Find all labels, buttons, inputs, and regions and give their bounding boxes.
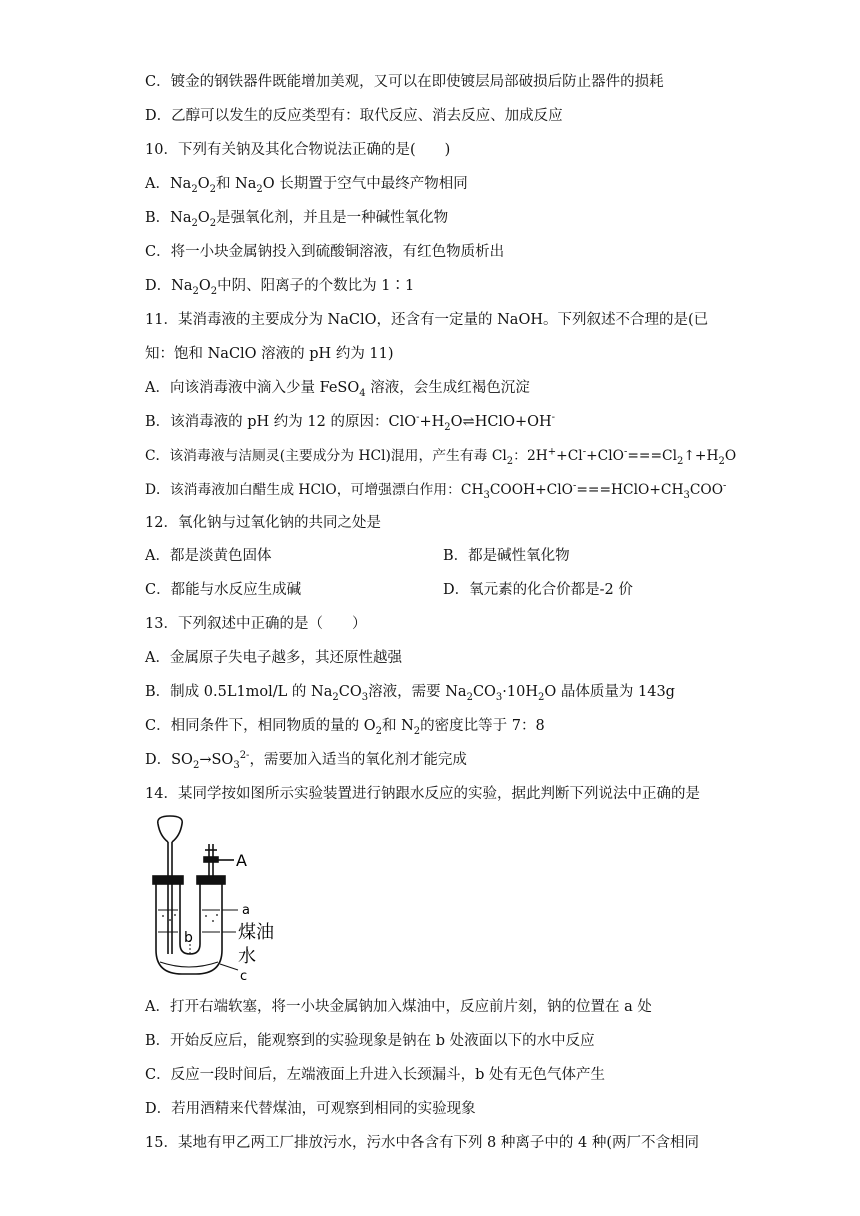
q11-option-a: A．向该消毒液中滴入少量 FeSO$_4$ 溶液，会生成红褐色沉淀: [145, 380, 530, 399]
q14-option-d: D．若用酒精来代替煤油，可观察到相同的实验现象: [145, 1101, 476, 1117]
q12-stem: 12．氧化钠与过氧化钠的共同之处是: [145, 515, 381, 531]
label-water: 水: [238, 946, 256, 967]
q11-stem-line1: 11．某消毒液的主要成分为 NaClO，还含有一定量的 NaOH。下列叙述不合理的是(已: [145, 312, 709, 328]
label-kerosene: 煤油: [238, 922, 274, 943]
u-tube-outer: [156, 884, 222, 974]
q12-option-d: D．氧元素的化合价都是-2 价: [443, 582, 633, 598]
q13-option-a: A．金属原子失电子越多，其还原性越强: [145, 650, 402, 666]
q11-option-c: C．该消毒液与洁厕灵(主要成分为 HCl)混用，产生有毒 $Cl_2$：$2H^++Cl^-+ClO^-===Cl_2↑+H_2O$: [145, 446, 737, 467]
label-A: A: [236, 851, 247, 870]
q11-option-d: D．该消毒液加白醋生成 HClO，可增强漂白作用：$CH_3COOH+ClO^-===HClO+CH_3COO^-$: [145, 480, 727, 501]
q13-option-c: C．相同条件下，相同物质的量的 $O_2$和 $N_2$的密度比等于 7：8: [145, 718, 545, 737]
q15-stem: 15．某地有甲乙两工厂排放污水，污水中各含有下列 8 种离子中的 4 种(两厂不含相同: [145, 1135, 699, 1151]
q14-option-a: A．打开右端软塞，将一小块金属钠加入煤油中，反应前片刻，钠的位置在 a 处: [145, 999, 652, 1015]
q13-stem: 13．下列叙述中正确的是（ ）: [145, 616, 367, 632]
u-tube-apparatus-figure: [150, 814, 290, 982]
q11-stem-line2: 知：饱和 NaClO 溶液的 pH 约为 11): [145, 346, 394, 362]
q10-stem: 10．下列有关钠及其化合物说法正确的是( ): [145, 142, 451, 158]
q12-option-c: C．都能与水反应生成碱: [145, 582, 302, 598]
label-b: b: [184, 930, 193, 946]
funnel-bowl: [158, 816, 183, 842]
q13-option-b: B．制成 0.5L1mol/L 的 $Na_2CO_3$溶液，需要 $Na_2CO_3\cdot 10H_2O$ 晶体质量为 143g: [145, 684, 675, 703]
q10-option-c: C．将一小块金属钠投入到硫酸铜溶液，有红色物质析出: [145, 244, 505, 260]
q11-option-b: B．该消毒液的 pH 约为 12 的原因：$ClO^-+H_2O\rightleftharpoons HClO+OH^-$: [145, 412, 556, 433]
q14-option-b: B．开始反应后，能观察到的实验现象是钠在 b 处液面以下的水中反应: [145, 1033, 595, 1049]
label-c: c: [240, 969, 248, 982]
q14-option-c: C．反应一段时间后，左端液面上升进入长颈漏斗，b 处有无色气体产生: [145, 1067, 605, 1083]
q10-option-b: B．$Na_2O_2$是强氧化剂，并且是一种碱性氧化物: [145, 210, 449, 229]
q10-option-a: A．$Na_2O_2$和 $Na_2O$ 长期置于空气中最终产物相同: [145, 176, 468, 195]
q13-option-d: D．$SO_2\to SO_3^{2-}$，需要加入适当的氧化剂才能完成: [145, 750, 467, 771]
q12-option-b: B．都是碱性氧化物: [443, 548, 570, 564]
label-a: a: [242, 903, 250, 918]
q10-option-d: D．$Na_2O_2$中阴、阳离子的个数比为 1∶1: [145, 278, 415, 297]
q12-option-a: A．都是淡黄色固体: [145, 548, 272, 564]
q9-option-c: C．镀金的钢铁器件既能增加美观，又可以在即使镀层局部破损后防止器件的损耗: [145, 74, 664, 90]
q9-option-d: D．乙醇可以发生的反应类型有：取代反应、消去反应、加成反应: [145, 108, 563, 124]
q14-stem: 14．某同学按如图所示实验装置进行钠跟水反应的实验，据此判断下列说法中正确的是: [145, 786, 700, 802]
